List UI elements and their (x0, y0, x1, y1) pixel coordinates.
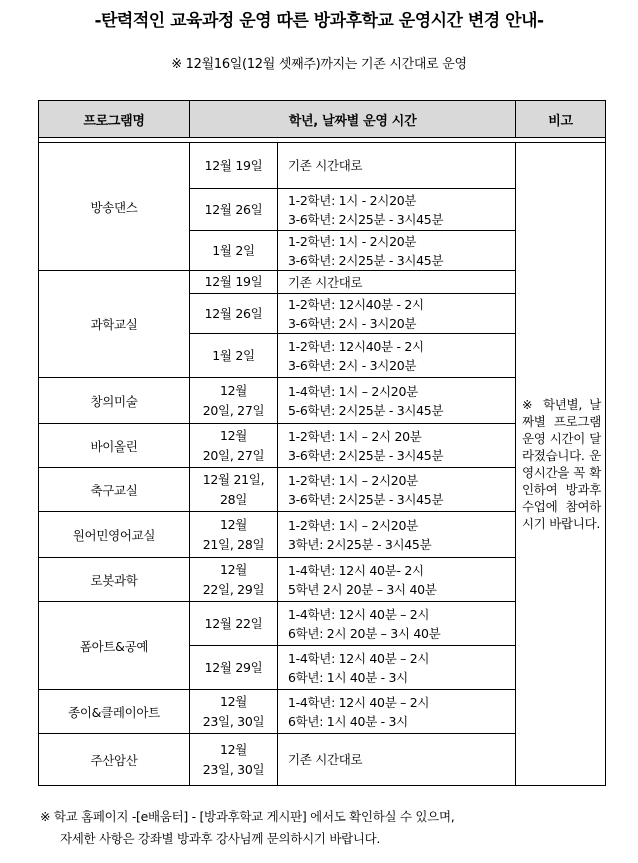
header-schedule: 학년, 날짜별 운영 시간 (190, 101, 516, 138)
date-line: 12월 (219, 427, 248, 443)
date-cell (190, 143, 278, 189)
notice-text: ※ 12월16일(12월 셋째주)까지는 기존 시간대로 운영 (171, 57, 467, 72)
program-name-cell: 과학교실 (39, 271, 190, 378)
time-cell (278, 734, 516, 786)
date-cell (190, 189, 278, 231)
time-cell (278, 468, 516, 512)
date-line: 12월 (219, 516, 248, 532)
time-line: 5-6학년: 2시25분 - 3시45분 (288, 402, 444, 418)
time-line: 기존 시간대로 (288, 752, 363, 767)
time-line: 1-2학년: 1시 – 2시20분 (288, 472, 418, 488)
program-name-cell: 축구교실 (39, 468, 190, 512)
date-line: 1월 2일 (212, 242, 255, 258)
time-line: 1-4학년: 12시 40분 – 2시 (288, 694, 430, 710)
date-line: 21일, 28일 (202, 536, 265, 552)
date-line: 23일, 30일 (202, 761, 265, 777)
date-line: 12월 19일 (204, 274, 263, 289)
table-body (39, 138, 606, 786)
time-cell (278, 271, 516, 294)
program-name-cell: 원어민영어교실 (39, 512, 190, 558)
date-line: 23일, 30일 (202, 713, 265, 729)
time-line: 1-4학년: 12시 40분- 2시 (288, 562, 424, 578)
time-line: 1-4학년: 12시 40분 – 2시 (288, 606, 430, 622)
time-line: 1-4학년: 1시 – 2시20분 (288, 383, 418, 399)
time-line: 5학년 2시 20분 – 3시 40분 (288, 581, 437, 597)
date-line: 12월 19일 (204, 157, 263, 173)
time-line: 3-6학년: 2시25분 - 3시45분 (288, 211, 444, 227)
date-line: 12월 26일 (204, 305, 263, 321)
date-cell (190, 334, 278, 378)
time-cell (278, 294, 516, 334)
date-cell (190, 512, 278, 558)
date-line: 12월 (219, 693, 248, 709)
time-cell (278, 558, 516, 602)
footer-notice (40, 806, 454, 850)
time-line: 6학년: 2시 20분 – 3시 40분 (288, 625, 441, 641)
note-cell: ※ 학년별, 날짜별 프로그램 운영 시간이 달라졌습니다. 운영시간을 꼭 확인하여 방과후 수업에 참여하시기 바랍니다. (516, 143, 606, 786)
schedule-table (38, 100, 606, 786)
time-line: 1-2학년: 1시 - 2시20분 (288, 192, 417, 208)
program-name-cell: 종이&클레이아트 (39, 690, 190, 734)
time-cell (278, 602, 516, 646)
date-line: 22일, 29일 (202, 581, 265, 597)
date-cell (190, 646, 278, 690)
time-cell (278, 690, 516, 734)
time-line: 3학년: 2시25분 - 3시45분 (288, 536, 432, 552)
table-header-row (39, 101, 606, 138)
date-cell (190, 294, 278, 334)
program-name-cell: 로봇과학 (39, 558, 190, 602)
date-cell (190, 271, 278, 294)
date-line: 12월 (219, 561, 248, 577)
time-cell (278, 378, 516, 424)
date-cell (190, 424, 278, 468)
time-line: 기존 시간대로 (288, 274, 363, 290)
date-cell (190, 231, 278, 271)
time-line: 3-6학년: 2시25분 - 3시45분 (288, 491, 444, 507)
program-name-cell: 주산암산 (39, 734, 190, 786)
time-line: 3-6학년: 2시 - 3시20분 (288, 357, 417, 373)
program-name-cell: 방송댄스 (39, 143, 190, 271)
time-line: 1-2학년: 1시 - 2시20분 (288, 233, 417, 249)
date-cell (190, 378, 278, 424)
time-cell (278, 334, 516, 378)
program-name-cell: 바이올린 (39, 424, 190, 468)
table-row (39, 143, 606, 189)
footer-line-1: ※ 학교 홈페이지 -[e배움터] - [방과후학교 게시판] 에서도 확인하실 수 있으며, (40, 809, 455, 824)
date-line: 20일, 27일 (202, 402, 265, 418)
header-note: 비고 (516, 101, 606, 138)
time-line: 3-6학년: 2시25분 - 3시45분 (288, 447, 444, 463)
time-line: 1-4학년: 12시 40분 – 2시 (288, 650, 430, 666)
date-line: 12월 (219, 741, 248, 757)
time-cell (278, 424, 516, 468)
time-line: 1-2학년: 12시40분 - 2시 (288, 338, 424, 354)
time-line: 6학년: 1시 40분 - 3시 (288, 713, 408, 729)
footer-line-2: 자세한 사항은 강좌별 방과후 강사님께 문의하시기 바랍니다. (60, 831, 381, 846)
date-line: 1월 2일 (212, 347, 255, 363)
time-line: 1-2학년: 12시40분 - 2시 (288, 296, 424, 312)
time-line: 3-6학년: 2시25분 - 3시45분 (288, 252, 444, 268)
date-cell (190, 468, 278, 512)
time-line: 1-2학년: 1시 – 2시 20분 (288, 428, 422, 444)
time-line: 3-6학년: 2시 - 3시20분 (288, 315, 417, 331)
time-cell (278, 231, 516, 271)
date-line: 12월 22일 (204, 615, 263, 631)
program-name-cell: 창의미술 (39, 378, 190, 424)
time-line: 6학년: 1시 40분 - 3시 (288, 669, 408, 685)
date-cell (190, 734, 278, 786)
date-cell (190, 558, 278, 602)
time-line: 기존 시간대로 (288, 158, 363, 173)
header-program: 프로그램명 (39, 101, 190, 138)
date-cell (190, 602, 278, 646)
date-line: 12월 26일 (204, 201, 263, 217)
time-cell (278, 189, 516, 231)
page-title: -탄력적인 교육과정 운영 따른 방과후학교 운영시간 변경 안내- (94, 11, 544, 31)
date-line: 20일, 27일 (202, 447, 265, 463)
date-line: 12월 29일 (204, 659, 263, 675)
time-line: 1-2학년: 1시 – 2시20분 (288, 517, 418, 533)
date-line: 28일 (219, 491, 248, 507)
time-cell (278, 512, 516, 558)
date-line: 12월 (219, 382, 248, 398)
program-name-cell: 폼아트&공예 (39, 602, 190, 690)
time-cell (278, 143, 516, 189)
time-cell (278, 646, 516, 690)
date-cell (190, 690, 278, 734)
date-line: 12월 21일, (202, 471, 265, 487)
